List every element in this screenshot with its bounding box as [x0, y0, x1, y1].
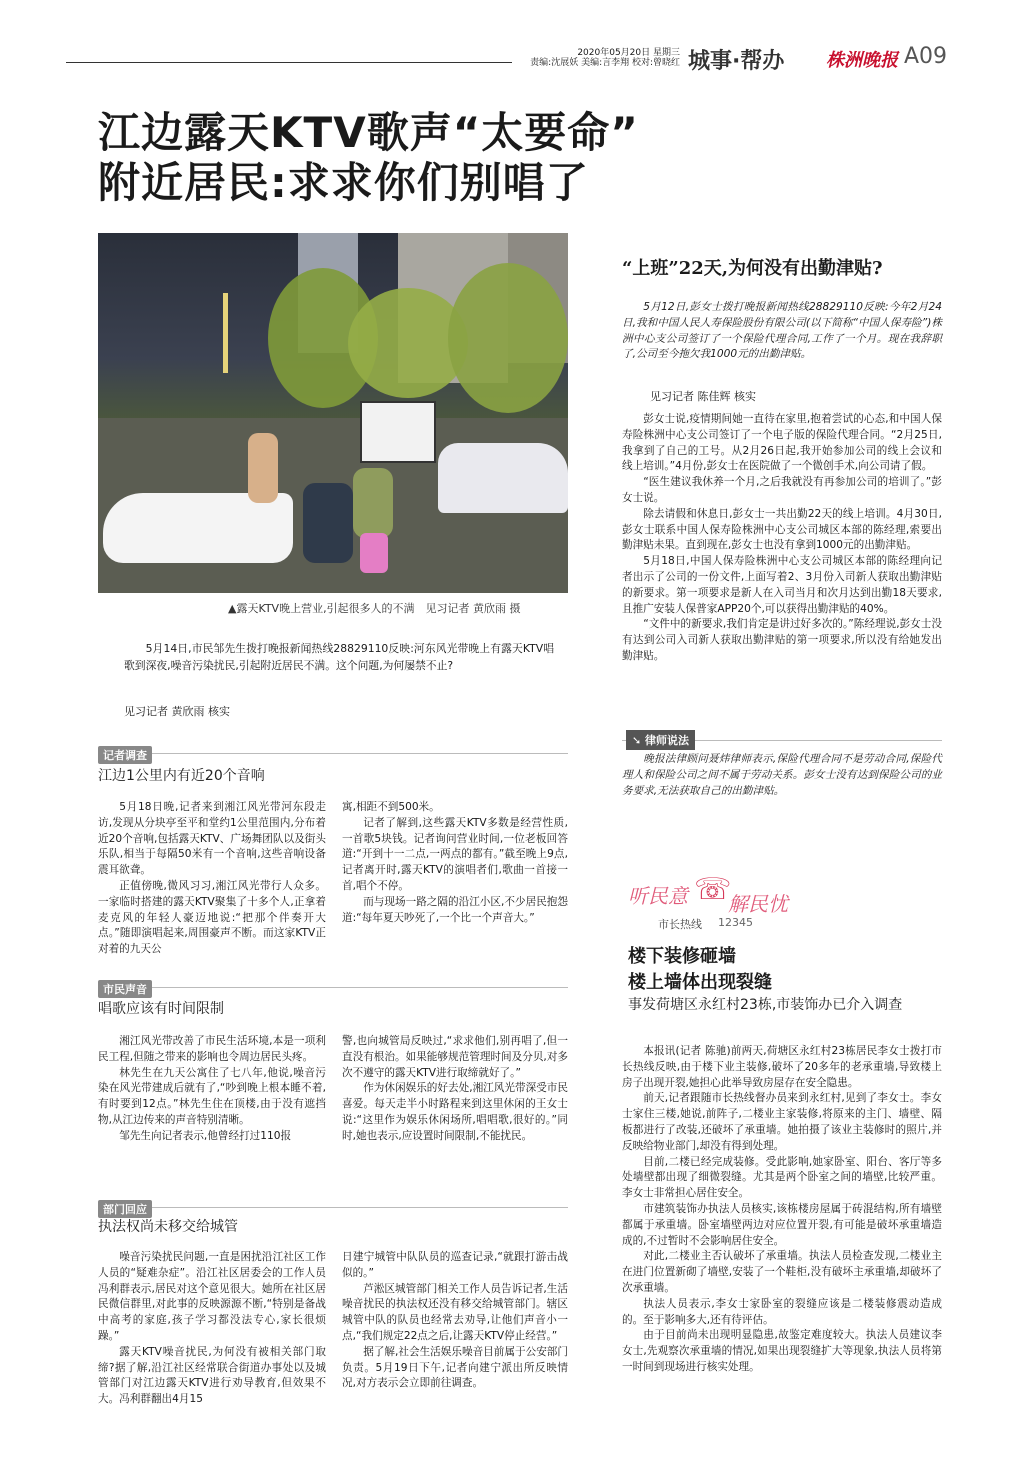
- paragraph: 正值傍晚,微风习习,湘江风光带行人众多。一家临时搭建的露天KTV聚集了十多个人,正拿着麦克风的年轻人豪迈地说:“把那个伴奏开大点。”随即演唱起来,周围豪声不断。而这家KTV正对着的九天公: [98, 879, 326, 956]
- section-tag-investigation: 记者调查: [98, 744, 152, 764]
- section2-col1: [98, 1034, 326, 1145]
- header-date: 2020年05月20日 星期三: [577, 48, 680, 58]
- paragraph: 露天KTV噪音扰民,为何没有被相关部门取缔?据了解,沿江社区经常联合街道办事处以及城管部门对江边露天KTV进行劝导教育,但效果不大。冯利群翻出4月15: [98, 1345, 326, 1406]
- paragraph: 目前,二楼已经完成装修。受此影响,她家卧室、阳台、客厅等多处墙壁都出现了细微裂缝。尤其是两个卧室之间的墙壁,比较严重。李女士非常担心居住安全。: [622, 1155, 942, 1200]
- paragraph: “文件中的新要求,我们肯定是讲过好多次的。”陈经理说,彭女士没有达到公司入司新人获取出勤津贴的第一项要求,所以没有给她发出勤津贴。: [622, 618, 942, 662]
- intro-paragraph: 5月14日,市民邹先生拨打晚报新闻热线28829110反映:河东风光带晚上有露天KTV唱歌到深夜,噪音污染扰民,引起附近居民不满。这个问题,为何屡禁不止?: [124, 642, 554, 672]
- hotline-number: 12345: [718, 916, 753, 929]
- headline-line1: 江边露天KTV歌声“太要命”: [98, 108, 639, 157]
- paragraph: 而与现场一路之隔的沿江小区,不少居民抱怨道:“每年夏天吵死了,一个比一个声音大。”: [342, 895, 568, 924]
- section1-col2: [342, 800, 568, 926]
- photo-caption: ▲露天KTV晚上营业,引起很多人的不满 见习记者 黄欣雨 摄: [228, 602, 521, 615]
- story2-body: [622, 1044, 942, 1376]
- header-editors: 责编:沈展妖 美编:言李翔 校对:曾晓红: [530, 58, 680, 68]
- intro-byline: 见习记者 黄欣雨 核实: [124, 705, 230, 718]
- paragraph: 晚报法律顾问聂炜律师表示,保险代理合同不是劳动合同,保险代理人和保险公司之间不属于劳动关系。彭女士没有达到保险公司的业务要求,无法获取自己的出勤津贴。: [622, 753, 942, 797]
- paragraph: 警,也向城管局反映过,“求求他们,别再唱了,但一直没有根治。如果能够规范管理时间及分贝,对多次不遵守的露天KTV进行取缔就好了。”: [342, 1035, 568, 1079]
- hotline-label: 市长热线: [658, 918, 702, 931]
- hotline-logo-a: 听民意: [628, 884, 688, 908]
- paragraph: 寓,相距不到500米。: [342, 801, 440, 813]
- section3-col2: [342, 1250, 568, 1392]
- paragraph: 执法人员表示,李女士家卧室的裂缝应该是二楼装修震动造成的。至于影响多大,还有待评估。: [622, 1297, 942, 1326]
- paragraph: 日建宁城管中队队员的巡查记录,“就跟打游击战似的。”: [342, 1251, 568, 1279]
- header-rule: [66, 62, 512, 63]
- story1-lead: [622, 300, 942, 363]
- section2-col2: [342, 1034, 568, 1145]
- paragraph: 作为休闲娱乐的好去处,湘江风光带深受市民喜爱。每天走半小时路程来到这里休闲的王女士说:“这里作为娱乐休闲场所,唱唱歌,很好的。”同时,她也表示,应设置时间限制,不能扰民。: [342, 1082, 568, 1142]
- section-subtitle-citizens: 唱歌应该有时间限制: [98, 1001, 224, 1017]
- paragraph: 5月18日,中国人保寿险株洲中心支公司城区本部的陈经理向记者出示了公司的一份文件,上面写着2、3月份入司新人获取出勤津贴的新要求。第一项要求是新人在入司当月和次月达到出勤18天要求,且推广安装人保普家APP20个,可以获得出勤津贴的40%。: [622, 555, 942, 615]
- news-photo: [98, 233, 568, 593]
- paragraph: 记者了解到,这些露天KTV多数是经营性质,一首歌5块钱。记者询问营业时间,一位老板回答道:“开到十一二点,一两点的都有。”截至晚上9点,记者离开时,露天KTV的演唱者们,歌曲一首接一首,唱个不停。: [342, 816, 568, 892]
- paragraph: 5月18日晚,记者来到湘江风光带河东段走访,发现从分块亭至平和堂约1公里范围内,分布着近20个音响,包括露天KTV、广场舞团队以及街头乐队,相当于每隔50米有一个音响,这些音响设备震耳欲聋。: [98, 801, 326, 877]
- phone-icon: ☏: [694, 872, 732, 907]
- story1-body: [622, 412, 942, 665]
- story2-subtitle: 事发荷塘区永红村23栋,市装饰办已介入调查: [628, 997, 903, 1013]
- hotline-logo: [628, 870, 798, 940]
- hotline-logo-b: 解民忧: [728, 892, 788, 916]
- section1-col1: [98, 800, 326, 958]
- section-tag-citizens: 市民声音: [98, 978, 152, 998]
- section-subtitle-investigation: 江边1公里内有近20个音响: [98, 768, 265, 784]
- section-name: 城事·帮办: [688, 49, 785, 74]
- paragraph: 湘江风光带改善了市民生活环境,本是一项利民工程,但随之带来的影响也令周边居民头疼。: [98, 1035, 326, 1063]
- arrow-icon: ➘: [632, 734, 646, 747]
- section-subtitle-department: 执法权尚未移交给城管: [98, 1219, 238, 1235]
- paragraph: 林先生在九天公寓住了七八年,他说,噪音污染在风光带建成后就有了,“吵到晚上根本睡不着,有时要到12点。”林先生住在顶楼,由于没有遮挡物,从江边传来的声音特别清晰。: [98, 1066, 326, 1126]
- section3-col1: [98, 1250, 326, 1408]
- paragraph: 5月12日,彭女士拨打晚报新闻热线28829110反映:今年2月24日,我和中国人民人寿保险股份有限公司(以下简称“中国人保寿险”)株洲中心支公司签订了一个保险代理合同,工作了一个月。现在我辞职了,公司至今拖欠我1000元的出勤津贴。: [622, 301, 942, 361]
- paragraph: “医生建议我休养一个月,之后我就没有再参加公司的培训了。”彭女士说。: [622, 476, 942, 504]
- paragraph: 本报讯(记者 陈驰)前两天,荷塘区永红村23栋居民李女士拨打市长热线反映,由于楼下业主装修,破坏了20多年的老承重墙,导致楼上房子出现开裂,她担心此举导致房屋存在安全隐患。: [622, 1045, 942, 1089]
- paragraph: 芦淞区城管部门相关工作人员告诉记者,生活噪音扰民的执法权还没有移交给城管部门。辖区城管中队的队员也经常去劝导,让他们声音小一点,“我们规定22点之后,让露天KTV停止经营。”: [342, 1282, 568, 1342]
- paragraph: 由于目前尚未出现明显隐患,故鉴定难度较大。执法人员建议李女士,先观察次承重墙的情况,如果出现裂缝扩大等现象,执法人员将第一时间到现场进行核实处理。: [622, 1329, 942, 1373]
- section-tag-department: 部门回应: [98, 1198, 152, 1218]
- paper-logo: 株洲晚报: [826, 50, 898, 71]
- page-number: A09: [904, 44, 948, 69]
- story2-title-line2: 楼上墙体出现裂缝: [628, 972, 772, 993]
- lawyer-tag: [626, 730, 695, 750]
- paragraph: 邹先生向记者表示,他曾经打过110报: [119, 1129, 292, 1142]
- paragraph: 对此,二楼业主否认破坏了承重墙。执法人员检查发现,二楼业主在进门位置新砌了墙壁,安装了一个鞋柜,没有破坏主承重墙,却破坏了次承重墙。: [622, 1250, 942, 1294]
- headline-line2: 附近居民:求求你们别唱了: [98, 158, 589, 207]
- paragraph: 噪音污染扰民问题,一直是困扰沿江社区工作人员的“疑难杂症”。沿江社区居委会的工作人员冯利群表示,居民对这个意见很大。她所在社区居民微信群里,对此事的反映源源不断,“特别是备战中高考的家庭,孩子学习都没法专心,家长很烦躁。”: [98, 1251, 326, 1342]
- intro-text: [124, 640, 554, 674]
- paragraph: 除去请假和休息日,彭女士一共出勤22天的线上培训。4月30日,彭女士联系中国人保寿险株洲中心支公司城区本部的陈经理,索要出勤津贴未果。直到现在,彭女士也没有拿到1000元的出勤津贴。: [622, 507, 942, 552]
- story1-byline: 见习记者 陈佳辉 核实: [650, 390, 756, 403]
- story2-title: [628, 944, 772, 996]
- paragraph: 市建筑装饰办执法人员核实,该栋楼房屋属于砖混结构,所有墙壁都属于承重墙。卧室墙壁两边对应位置开裂,有可能是破坏承重墙造成的,不过暂时不会影响居住安全。: [622, 1202, 942, 1247]
- story1-title: “上班”22天,为何没有出勤津贴?: [622, 258, 883, 279]
- lawyer-text: [622, 752, 942, 799]
- lawyer-tag-label: 律师说法: [645, 734, 690, 747]
- paragraph: 据了解,社会生活娱乐噪音目前属于公安部门负责。5月19日下午,记者向建宁派出所反映情况,对方表示会立即前往调查。: [342, 1345, 568, 1390]
- story2-title-line1: 楼下装修砸墙: [628, 946, 736, 967]
- paragraph: 前天,记者跟随市长热线督办员来到永红村,见到了李女士。李女士家住三楼,她说,前阵子,二楼业主家装修,将原来的主门、墙壁、隔板都进行了改装,还破坏了承重墙。她拍摄了该业主装修时的照片,并反映给物业部门,却没有得到处理。: [622, 1092, 942, 1152]
- headline: [98, 108, 639, 208]
- header-meta: [530, 48, 680, 68]
- paragraph: 彭女士说,疫情期间她一直待在家里,抱着尝试的心态,和中国人保寿险株洲中心支公司签订了一个电子版的保险代理合同。“2月25日,我拿到了自己的工号。从2月26日起,我开始参加公司的线上会议和线上培训。”4月份,彭女士在医院做了一个微创手术,向公司请了假。: [622, 413, 942, 473]
